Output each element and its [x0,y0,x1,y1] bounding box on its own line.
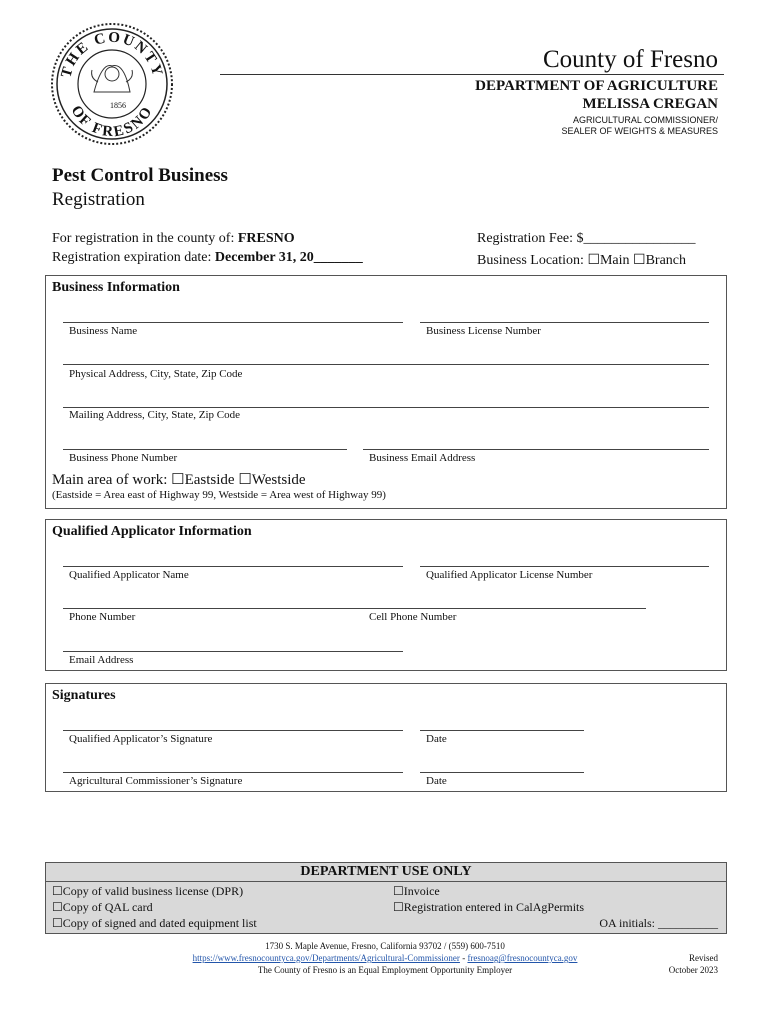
official-title-line1: AGRICULTURAL COMMISSIONER/ [572,115,718,125]
applicator-name-label: Qualified Applicator Name [69,569,189,581]
date1-line[interactable] [420,730,584,731]
work-area-row [52,470,306,489]
oa-initials[interactable]: OA initials: __________ [599,916,718,930]
applicator-signature-label: Qualified Applicator’s Signature [69,733,213,745]
dept-item-qal[interactable]: ☐Copy of QAL card [52,900,153,914]
physical-address-line[interactable] [63,364,709,365]
commissioner-signature-label: Agricultural Commissioner’s Signature [69,775,243,787]
phone-line[interactable] [63,449,347,450]
signatures-title: Signatures [52,688,116,703]
dept-item-calagpermits[interactable]: ☐Registration entered in CalAgPermits [393,900,585,914]
business-name-label: Business Name [69,325,138,337]
county-name: County of Fresno [543,46,718,73]
county-seal [50,22,174,146]
footer-website-link[interactable]: https://www.fresnocountyca.gov/Departments/Agricultural-Commissioner [192,953,460,963]
footer-separator: - [459,953,468,963]
applicator-license-label: Qualified Applicator License Number [426,569,593,581]
location-main-checkbox[interactable]: ☐Main [587,253,630,268]
footer-email-link[interactable]: fresnoag@fresnocountyca.gov [467,953,578,963]
department-use-title: DEPARTMENT USE ONLY [46,863,726,882]
document-title: Pest Control Business [52,165,228,186]
applicator-email-line[interactable] [63,651,403,652]
expiration-value[interactable]: December 31, 20_______ [214,250,363,265]
dept-item-license[interactable]: ☐Copy of valid business license (DPR) [52,884,244,898]
footer-eeo: The County of Fresno is an Equal Employment Opportunity Employer [257,965,513,975]
footer-revised-date: October 2023 [668,965,718,975]
phone-label: Business Phone Number [69,452,178,464]
county-label: For registration in the county of: [52,231,235,246]
footer-links [0,953,770,963]
county-line [52,231,295,247]
seal-text-bottom: OF FRESNO [67,103,157,141]
department-name: DEPARTMENT OF AGRICULTURE [475,78,718,94]
footer-address: 1730 S. Maple Avenue, Fresno, California 93702 / (559) 600-7510 [265,941,505,951]
business-info-section [45,275,727,509]
license-number-label: Business License Number [426,325,541,337]
applicator-signature-line[interactable] [63,730,403,731]
date1-label: Date [426,733,447,745]
fee-line [477,231,696,247]
applicator-cell-label: Cell Phone Number [369,611,457,623]
email-line[interactable] [363,449,709,450]
license-number-line[interactable] [420,322,709,323]
work-area-label: Main area of work: [52,472,168,488]
applicator-phone-label: Phone Number [69,611,136,623]
header-rule [220,74,724,75]
document-subtitle: Registration [52,189,145,210]
fee-label: Registration Fee: [477,231,574,246]
applicator-title: Qualified Applicator Information [52,524,252,539]
business-info-title: Business Information [52,280,180,295]
date2-line[interactable] [420,772,584,773]
physical-address-label: Physical Address, City, State, Zip Code [69,368,243,380]
work-area-note: (Eastside = Area east of Highway 99, Westside = Area west of Highway 99) [52,489,386,501]
location-branch-checkbox[interactable]: ☐Branch [633,253,687,268]
location-line [477,252,686,269]
mailing-address-label: Mailing Address, City, State, Zip Code [69,409,240,421]
westside-checkbox[interactable]: ☐Westside [238,472,306,488]
signatures-section [45,683,727,792]
eastside-checkbox[interactable]: ☐Eastside [171,472,235,488]
applicator-name-line[interactable] [63,566,403,567]
applicator-email-label: Email Address [69,654,134,666]
mailing-address-line[interactable] [63,407,709,408]
department-use-section [45,862,727,934]
applicator-phone-line[interactable] [63,608,403,609]
county-value: FRESNO [237,231,295,246]
location-label: Business Location: [477,253,584,268]
official-title-line2: SEALER OF WEIGHTS & MEASURES [561,126,718,136]
dept-item-equipment[interactable]: ☐Copy of signed and dated equipment list [52,916,257,930]
expiration-line [52,250,363,266]
date2-label: Date [426,775,447,787]
email-label: Business Email Address [369,452,476,464]
seal-year: 1856 [110,101,126,110]
applicator-section [45,519,727,671]
applicator-cell-line[interactable] [363,608,646,609]
dept-item-invoice[interactable]: ☐Invoice [393,884,440,898]
commissioner-signature-line[interactable] [63,772,403,773]
fee-field[interactable]: $________________ [576,231,696,246]
expiration-label: Registration expiration date: [52,250,212,265]
footer-revised: Revised [689,953,718,963]
business-name-line[interactable] [63,322,403,323]
applicator-license-line[interactable] [420,566,709,567]
official-name: MELISSA CREGAN [582,96,718,112]
seal-text-top: THE COUNTY [58,29,166,80]
